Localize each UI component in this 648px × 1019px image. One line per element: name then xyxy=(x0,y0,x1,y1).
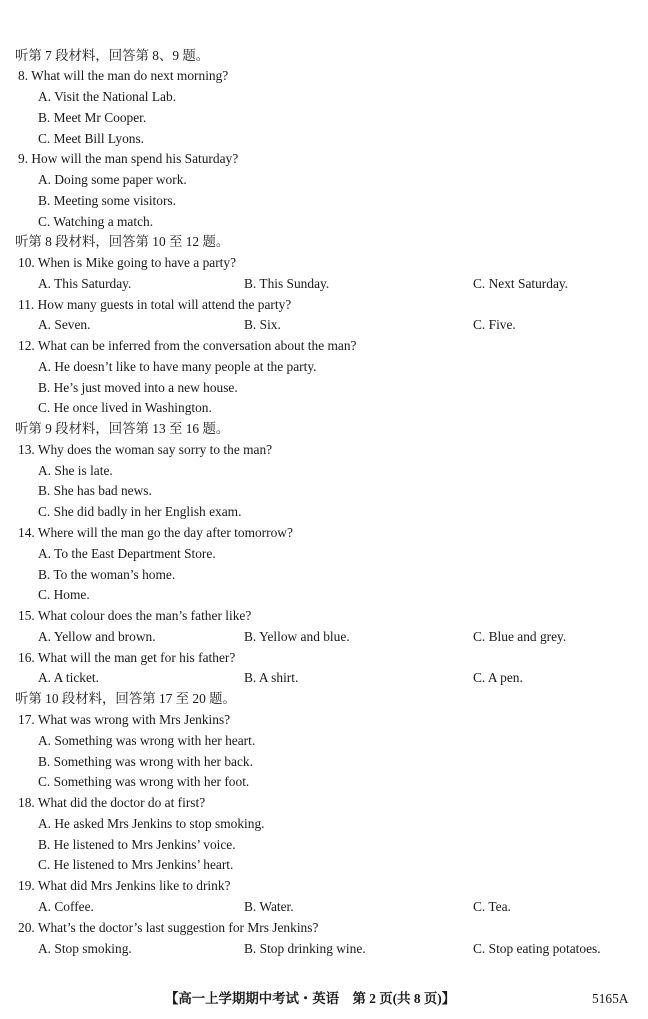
option-b: B. Meeting some visitors. xyxy=(38,193,176,208)
question-8-option-b xyxy=(38,108,648,129)
question-19-options xyxy=(38,897,648,918)
question-14-option-c xyxy=(38,585,648,606)
option-a: A. Something was wrong with her heart. xyxy=(38,733,256,748)
question-14-stem: 14. Where will the man go the day after tomorrow? xyxy=(18,525,293,540)
question-18-stem: 18. What did the doctor do at first? xyxy=(18,795,206,810)
question-8-option-c xyxy=(38,129,648,150)
page-footer xyxy=(0,988,648,1010)
option-a: A. Stop smoking. xyxy=(38,941,132,956)
question-20-options xyxy=(38,939,648,960)
question-15-stem: 15. What colour does the man’s father like? xyxy=(18,608,252,623)
question-12-option-a xyxy=(38,357,648,378)
footer-title: 【高一上学期期中考试・英语 第 2 页(共 8 页)】 xyxy=(165,991,456,1006)
option-b: B. A shirt. xyxy=(244,670,299,685)
question-13-stem: 13. Why does the woman say sorry to the man? xyxy=(18,442,273,457)
option-a: A. He doesn’t like to have many people at the party. xyxy=(38,359,317,374)
option-a: A. Doing some paper work. xyxy=(38,172,187,187)
option-a: A. He asked Mrs Jenkins to stop smoking. xyxy=(38,816,265,831)
section-8-header: 听第 8 段材料，回答第 10 至 12 题。 xyxy=(15,234,230,249)
option-a: A. Visit the National Lab. xyxy=(38,89,177,104)
option-a: A. Coffee. xyxy=(38,899,94,914)
option-c: C. Something was wrong with her foot. xyxy=(38,774,250,789)
question-15-options xyxy=(38,627,648,648)
question-13-option-b xyxy=(38,481,648,502)
option-b: B. Meet Mr Cooper. xyxy=(38,110,147,125)
section-9-header: 听第 9 段材料，回答第 13 至 16 题。 xyxy=(15,421,230,436)
question-9-option-c xyxy=(38,212,648,233)
question-11-stem: 11. How many guests in total will attend the party? xyxy=(18,297,292,312)
question-13-option-a xyxy=(38,461,648,482)
option-c: C. Five. xyxy=(473,317,516,332)
question-17-option-a xyxy=(38,731,648,752)
question-18-option-a xyxy=(38,814,648,835)
option-a: A. Yellow and brown. xyxy=(38,629,156,644)
question-10-stem: 10. When is Mike going to have a party? xyxy=(18,255,237,270)
question-8-option-a xyxy=(38,87,648,108)
option-b: B. He’s just moved into a new house. xyxy=(38,380,238,395)
question-9-stem: 9. How will the man spend his Saturday? xyxy=(18,151,239,166)
section-7-header: 听第 7 段材料，回答第 8、9 题。 xyxy=(15,48,210,63)
option-c: C. Tea. xyxy=(473,899,511,914)
option-c: C. A pen. xyxy=(473,670,523,685)
question-14-option-a xyxy=(38,544,648,565)
option-b: B. She has bad news. xyxy=(38,483,152,498)
question-16-stem: 16. What will the man get for his father? xyxy=(18,650,236,665)
paper-code: 5165A xyxy=(592,991,629,1006)
option-c: C. She did badly in her English exam. xyxy=(38,504,242,519)
question-12-option-c xyxy=(38,398,648,419)
option-b: B. This Sunday. xyxy=(244,276,330,291)
question-20-stem: 20. What’s the doctor’s last suggestion for Mrs Jenkins? xyxy=(18,920,319,935)
option-c: C. He once lived in Washington. xyxy=(38,400,212,415)
option-c: C. He listened to Mrs Jenkins’ heart. xyxy=(38,857,234,872)
option-c: C. Blue and grey. xyxy=(473,629,567,644)
option-a: A. A ticket. xyxy=(38,670,99,685)
question-17-stem: 17. What was wrong with Mrs Jenkins? xyxy=(18,712,231,727)
option-a: A. Seven. xyxy=(38,317,91,332)
question-10-options xyxy=(38,274,648,295)
option-c: C. Stop eating potatoes. xyxy=(473,941,601,956)
option-b: B. To the woman’s home. xyxy=(38,567,176,582)
option-c: C. Next Saturday. xyxy=(473,276,569,291)
option-b: B. Water. xyxy=(244,899,294,914)
option-c: C. Watching a match. xyxy=(38,214,154,229)
question-19-stem: 19. What did Mrs Jenkins like to drink? xyxy=(18,878,231,893)
option-b: B. Six. xyxy=(244,317,281,332)
section-10-header: 听第 10 段材料，回答第 17 至 20 题。 xyxy=(15,691,236,706)
question-18-option-c xyxy=(38,855,648,876)
question-17-option-c xyxy=(38,772,648,793)
question-13-option-c xyxy=(38,502,648,523)
option-b: B. Yellow and blue. xyxy=(244,629,350,644)
option-c: C. Meet Bill Lyons. xyxy=(38,131,145,146)
question-9-option-b xyxy=(38,191,648,212)
question-18-option-b xyxy=(38,835,648,856)
question-17-option-b xyxy=(38,752,648,773)
question-16-options xyxy=(38,668,648,689)
option-a: A. This Saturday. xyxy=(38,276,132,291)
question-12-stem: 12. What can be inferred from the conversation about the man? xyxy=(18,338,357,353)
option-c: C. Home. xyxy=(38,587,90,602)
option-b: B. Something was wrong with her back. xyxy=(38,754,253,769)
option-a: A. She is late. xyxy=(38,463,113,478)
option-b: B. Stop drinking wine. xyxy=(244,941,366,956)
question-14-option-b xyxy=(38,565,648,586)
question-11-options xyxy=(38,315,648,336)
option-b: B. He listened to Mrs Jenkins’ voice. xyxy=(38,837,236,852)
option-a: A. To the East Department Store. xyxy=(38,546,216,561)
question-12-option-b xyxy=(38,378,648,399)
question-8-stem: 8. What will the man do next morning? xyxy=(18,68,229,83)
question-9-option-a xyxy=(38,170,648,191)
